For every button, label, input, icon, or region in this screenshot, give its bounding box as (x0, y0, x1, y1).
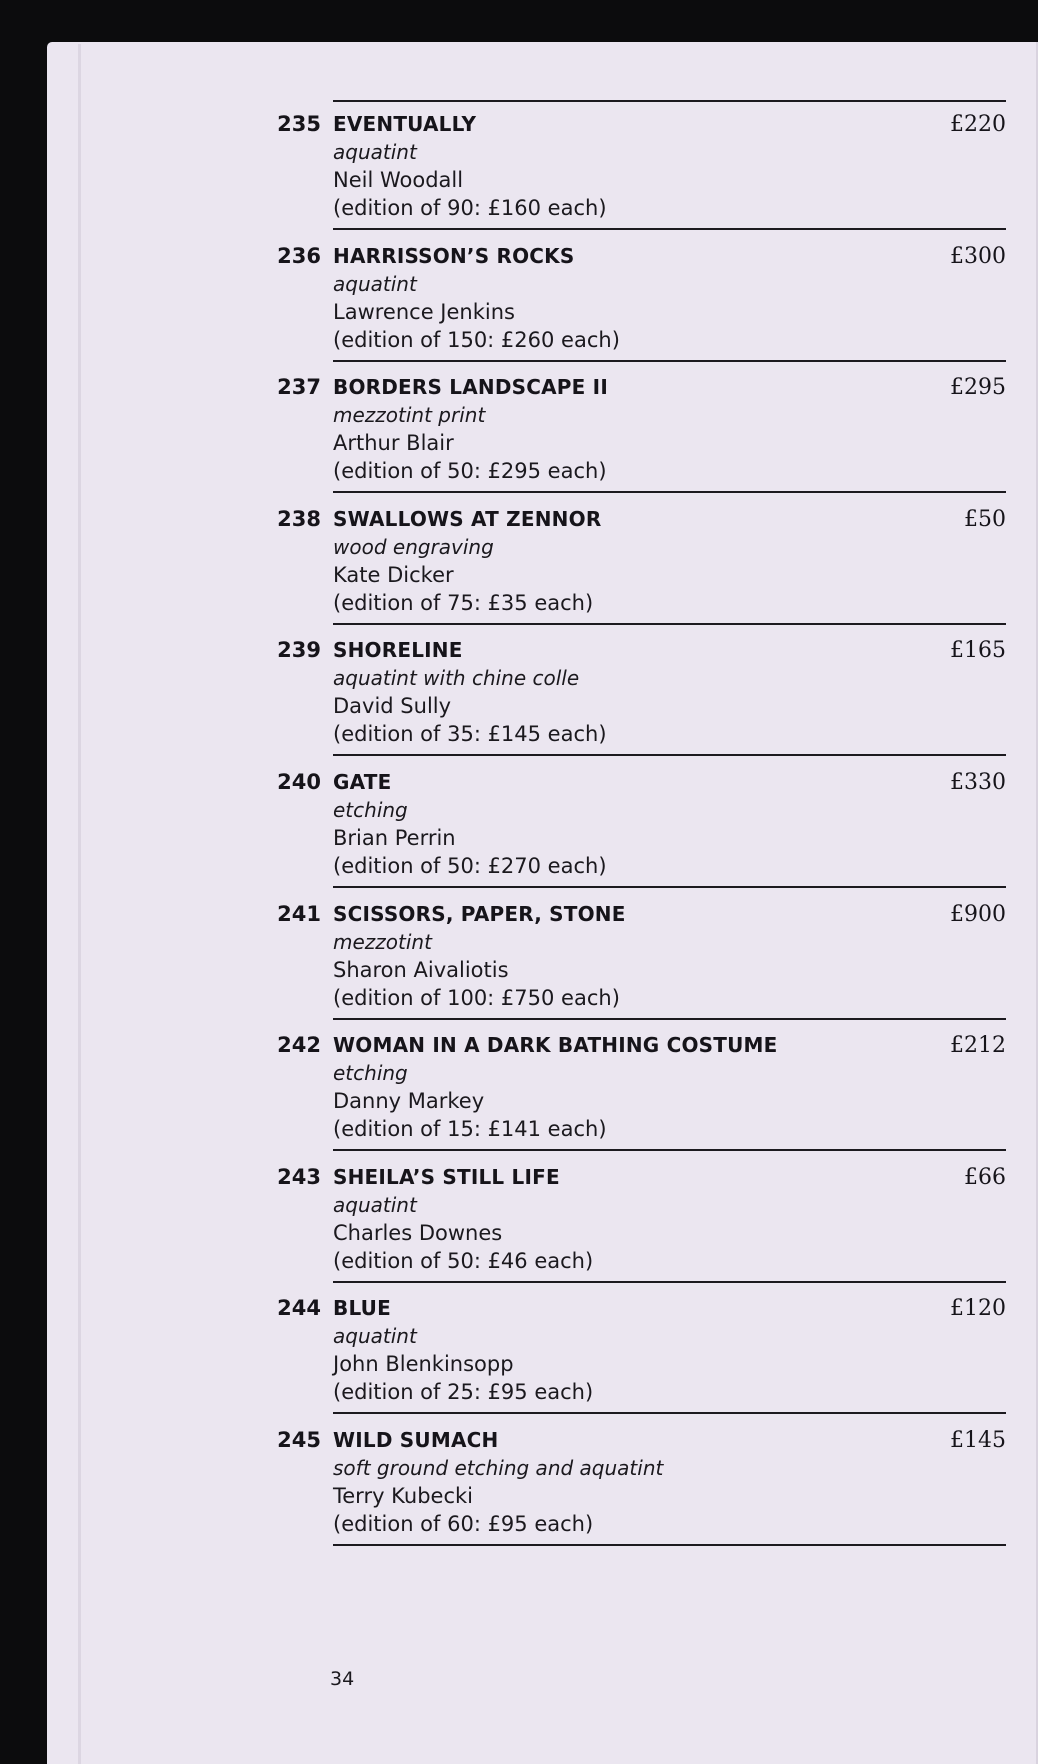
lot-artist: John Blenkinsopp (333, 1352, 514, 1377)
lot-number: 237 (277, 375, 321, 400)
lot-entry (0, 100, 1038, 232)
lot-entry (0, 626, 1038, 758)
lot-number: 243 (277, 1164, 321, 1189)
lot-price: £300 (950, 243, 1006, 269)
lot-entry (0, 1416, 1038, 1548)
lot-divider (333, 754, 1006, 756)
lot-title: BLUE (333, 1296, 391, 1321)
lot-number: 241 (277, 901, 321, 926)
lot-number: 236 (277, 243, 321, 268)
lot-artist: Danny Markey (333, 1089, 485, 1114)
lot-edition: (edition of 35: £145 each) (333, 722, 607, 747)
lot-edition: (edition of 60: £95 each) (333, 1512, 594, 1536)
lot-medium: aquatint (333, 271, 417, 296)
lot-edition: (edition of 50: £46 each) (333, 1248, 594, 1273)
lot-title: WILD SUMACH (333, 1428, 499, 1452)
lot-medium: aquatint (333, 140, 417, 164)
lot-divider (333, 1281, 1006, 1283)
lot-medium: mezzotint (333, 929, 432, 954)
lot-medium: etching (333, 798, 408, 822)
lot-entry (0, 495, 1038, 627)
lot-price: £66 (964, 1164, 1006, 1190)
lot-title: SWALLOWS AT ZENNOR (333, 506, 602, 531)
lot-number: 245 (277, 1428, 321, 1452)
lot-artist: Lawrence Jenkins (333, 299, 515, 324)
lot-divider (333, 360, 1006, 362)
lot-medium: mezzotint print (333, 403, 486, 428)
lot-entry (0, 363, 1038, 495)
lot-title: SCISSORS, PAPER, STONE (333, 901, 626, 926)
lot-title: SHEILA’S STILL LIFE (333, 1164, 560, 1189)
lot-edition: (edition of 75: £35 each) (333, 590, 594, 615)
lot-title: WOMAN IN A DARK BATHING COSTUME (333, 1033, 778, 1058)
lot-artist: Neil Woodall (333, 168, 464, 192)
lot-artist: Arthur Blair (333, 431, 454, 456)
lot-entry (0, 1284, 1038, 1416)
lot-divider (333, 623, 1006, 625)
lot-entry (0, 890, 1038, 1022)
lot-artist: David Sully (333, 694, 452, 719)
lot-edition: (edition of 150: £260 each) (333, 327, 620, 352)
lot-divider (333, 228, 1006, 230)
lot-edition: (edition of 100: £750 each) (333, 985, 620, 1010)
lot-price: £212 (950, 1033, 1006, 1059)
lot-price: £295 (950, 375, 1006, 401)
lot-number: 242 (277, 1033, 321, 1058)
lot-price: £165 (950, 638, 1006, 664)
lot-title: EVENTUALLY (333, 112, 477, 136)
lot-artist: Terry Kubecki (333, 1484, 474, 1508)
lot-edition: (edition of 25: £95 each) (333, 1380, 594, 1405)
lot-title: BORDERS LANDSCAPE II (333, 375, 608, 400)
lot-price: £900 (950, 901, 1006, 927)
lot-price: £220 (950, 112, 1006, 137)
lot-medium: aquatint with chine colle (333, 666, 580, 691)
lot-edition: (edition of 15: £141 each) (333, 1117, 607, 1142)
lot-medium: soft ground etching and aquatint (333, 1456, 664, 1480)
lot-divider (333, 1018, 1006, 1020)
lot-title: SHORELINE (333, 638, 463, 663)
lot-medium: aquatint (333, 1324, 417, 1349)
lot-entry (0, 1021, 1038, 1153)
lot-medium: etching (333, 1061, 408, 1086)
lot-edition: (edition of 50: £270 each) (333, 854, 607, 878)
lot-price: £330 (950, 770, 1006, 795)
lot-divider (333, 1544, 1006, 1546)
lot-entry (0, 232, 1038, 364)
lot-edition: (edition of 50: £295 each) (333, 459, 607, 484)
lot-price: £145 (950, 1428, 1006, 1453)
lot-price: £50 (964, 506, 1006, 532)
lot-artist: Brian Perrin (333, 826, 456, 850)
lot-title: HARRISSON’S ROCKS (333, 243, 575, 268)
lot-number: 240 (277, 770, 321, 794)
lot-number: 238 (277, 506, 321, 531)
lot-edition: (edition of 90: £160 each) (333, 196, 607, 220)
lot-divider (333, 886, 1006, 888)
lot-entry (0, 758, 1038, 890)
lot-price: £120 (950, 1296, 1006, 1322)
lot-number: 235 (277, 112, 321, 136)
lot-entry (0, 1153, 1038, 1285)
lot-artist: Kate Dicker (333, 562, 454, 587)
lot-divider (333, 1412, 1006, 1414)
lot-artist: Charles Downes (333, 1220, 503, 1245)
lot-medium: aquatint (333, 1192, 417, 1217)
lot-title: GATE (333, 770, 392, 794)
page-number: 34 (330, 1668, 355, 1690)
lot-medium: wood engraving (333, 534, 494, 559)
lot-number: 239 (277, 638, 321, 663)
lot-divider (333, 1149, 1006, 1151)
lot-number: 244 (277, 1296, 321, 1321)
lot-artist: Sharon Aivaliotis (333, 957, 509, 982)
lot-divider (333, 491, 1006, 493)
